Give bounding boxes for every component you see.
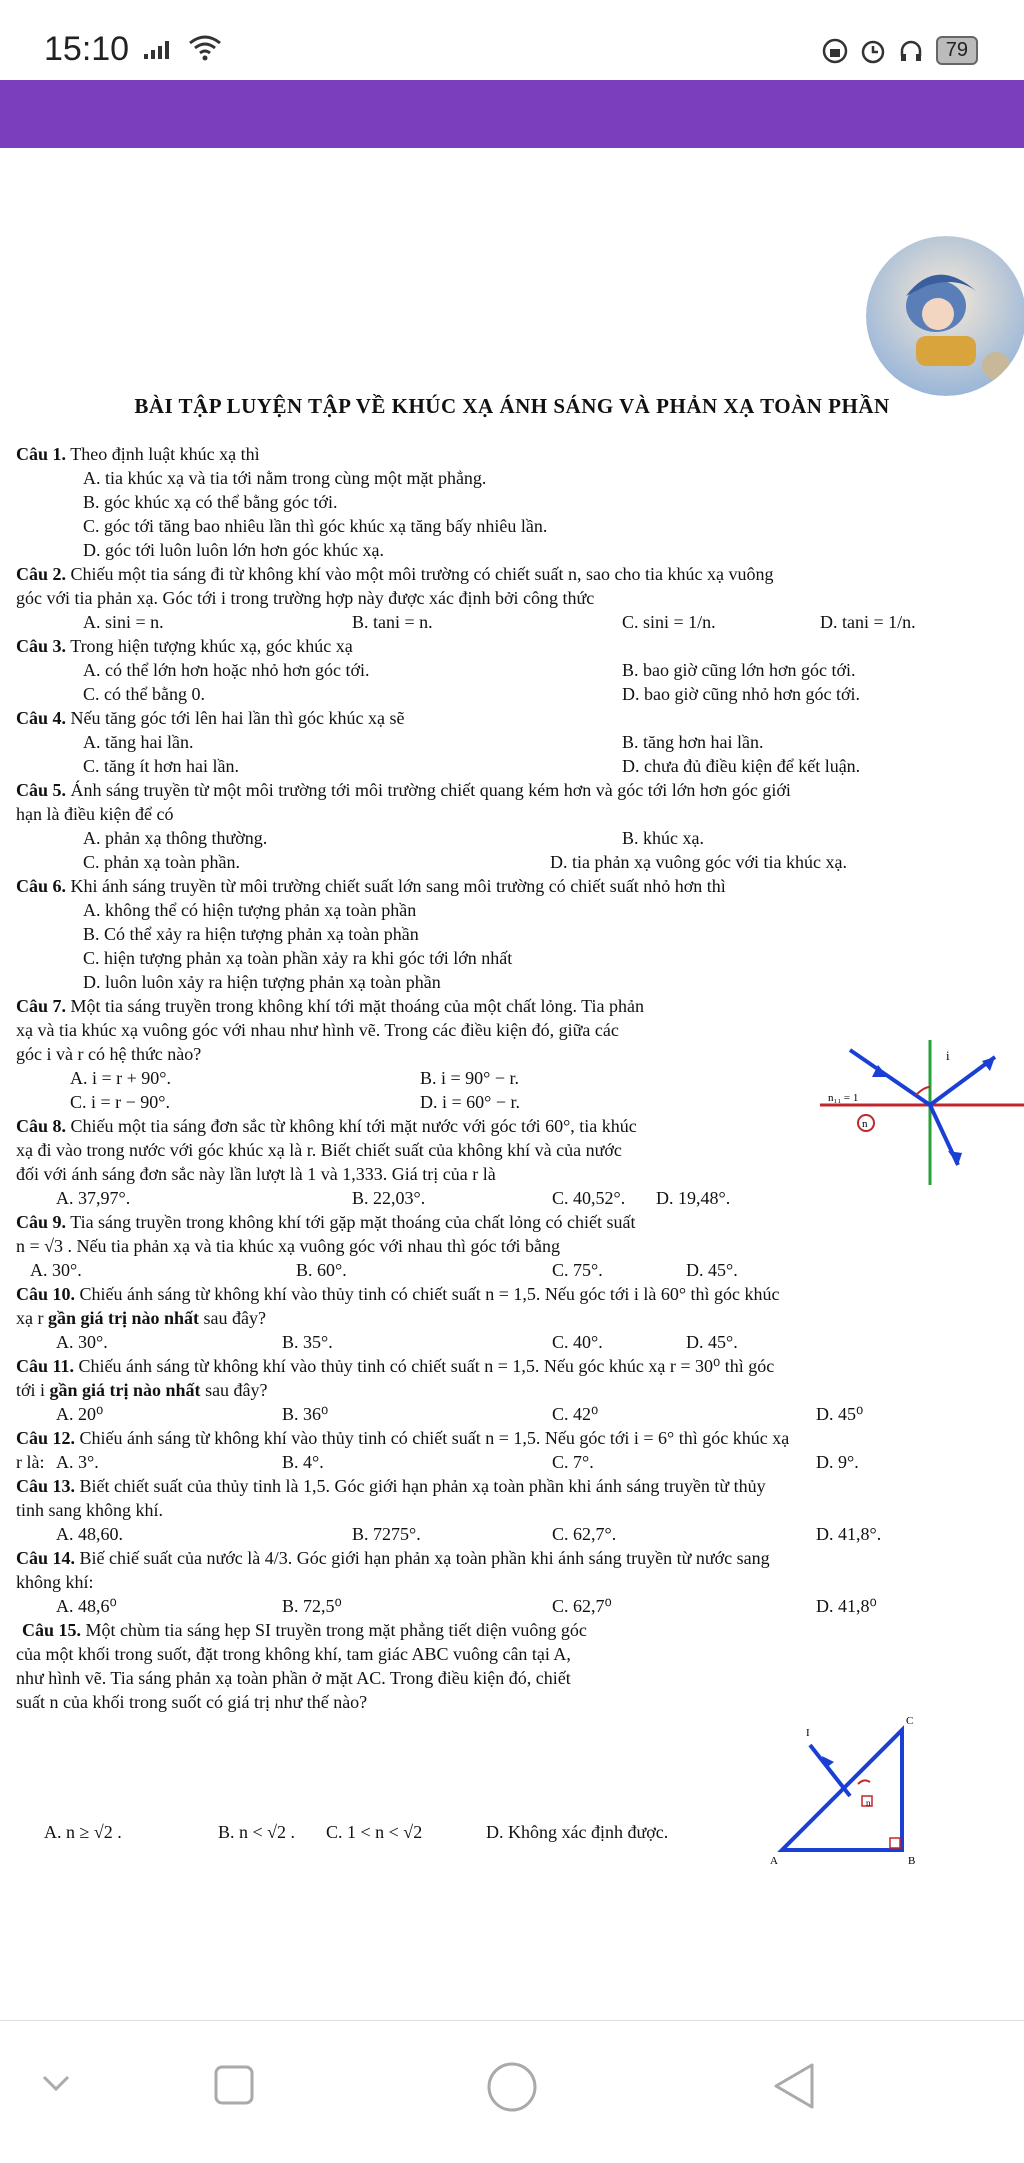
question-4: Câu 4. Nếu tăng góc tới lên hai lần thì góc khúc xạ sẽ <box>16 708 405 728</box>
option-10c: C. 40°. <box>552 1332 603 1352</box>
option-1c: C. góc tới tăng bao nhiêu lần thì góc khúc xạ tăng bấy nhiêu lần. <box>83 516 548 536</box>
fig-label-a: A <box>770 1855 778 1867</box>
option-6b: B. Có thể xảy ra hiện tượng phản xạ toàn phần <box>83 924 419 944</box>
question-15-cont: của một khối trong suốt, đặt trong không khí, tam giác ABC vuông cân tại A, <box>16 1644 571 1664</box>
option-5d: D. tia phản xạ vuông góc với tia khúc xạ. <box>550 852 847 872</box>
back-icon[interactable] <box>770 2061 816 2111</box>
option-11a: A. 20⁰ <box>56 1404 104 1424</box>
wifi-icon <box>188 34 222 62</box>
option-1d: D. góc tới luôn luôn lớn hơn góc khúc xạ. <box>83 540 385 560</box>
fig-label-b: B <box>908 1855 916 1867</box>
question-12-cont: r là: <box>16 1452 45 1472</box>
option-7a: A. i = r + 90°. <box>70 1068 171 1088</box>
refraction-figure <box>820 1035 1024 1195</box>
option-14a: A. 48,6⁰ <box>56 1596 117 1616</box>
option-9b: B. 60°. <box>296 1260 347 1280</box>
option-12a: A. 3°. <box>56 1452 99 1472</box>
question-1: Câu 1. Theo định luật khúc xạ thì <box>16 444 260 464</box>
chevron-down-icon[interactable] <box>40 2071 72 2095</box>
option-10a: A. 30°. <box>56 1332 108 1352</box>
question-6: Câu 6. Khi ánh sáng truyền từ môi trường chiết suất lớn sang môi trường có chiết suất nhỏ hơn thì <box>16 876 726 896</box>
fig-label-c: C <box>906 1715 914 1727</box>
option-15a: A. n ≥ √2 . <box>44 1822 122 1842</box>
option-15c: C. 1 < n < √2 <box>326 1822 423 1842</box>
option-4c: C. tăng ít hơn hai lần. <box>83 756 239 776</box>
option-6d: D. luôn luôn xảy ra hiện tượng phản xạ toàn phần <box>83 972 441 992</box>
question-14: Câu 14. Biế chiế suất của nước là 4/3. Góc giới hạn phản xạ toàn phần khi ánh sáng truyền từ nước sang <box>16 1548 770 1568</box>
app-bar <box>0 80 1024 148</box>
triangle-figure <box>770 1700 940 1870</box>
question-15: Câu 15. Một chùm tia sáng hẹp SI truyền trong mặt phẳng tiết diện vuông góc <box>22 1620 587 1640</box>
fig-label-n: n <box>866 1798 871 1808</box>
status-time: 15:10 <box>44 30 130 68</box>
lock-icon <box>822 38 848 64</box>
fig-label-nkk: n₁₁ = 1 <box>828 1092 859 1104</box>
option-6a: A. không thể có hiện tượng phản xạ toàn phần <box>83 900 417 920</box>
question-11: Câu 11. Chiếu ánh sáng từ không khí vào thủy tinh có chiết suất n = 1,5. Nếu góc khúc xạ r = 30⁰ thì góc <box>16 1356 775 1376</box>
option-15b: B. n < √2 . <box>218 1822 296 1842</box>
question-13-cont: tinh sang không khí. <box>16 1500 163 1520</box>
question-11-cont: tới i gần giá trị nào nhất sau đây? <box>16 1380 268 1400</box>
option-14b: B. 72,5⁰ <box>282 1596 342 1616</box>
headphones-icon <box>898 38 924 64</box>
status-bar <box>0 0 1024 80</box>
question-2-cont: góc với tia phản xạ. Góc tới i trong trường hợp này được xác định bởi công thức <box>16 588 595 608</box>
question-8: Câu 8. Chiếu một tia sáng đơn sắc từ không khí tới mặt nước với góc tới 60°, tia khúc <box>16 1116 637 1136</box>
option-2c: C. sini = 1/n. <box>622 612 716 632</box>
option-1a: A. tia khúc xạ và tia tới nằm trong cùng một mặt phẳng. <box>83 468 487 488</box>
option-7b: B. i = 90° − r. <box>420 1068 520 1088</box>
option-9a: A. 30°. <box>30 1260 82 1280</box>
question-9-cont: n = √3 . Nếu tia phản xạ và tia khúc xạ vuông góc với nhau thì góc tới bằng <box>16 1236 560 1256</box>
option-10d: D. 45°. <box>686 1332 738 1352</box>
fig-label-n: n <box>862 1118 868 1130</box>
option-9c: C. 75°. <box>552 1260 603 1280</box>
option-3c: C. có thể bằng 0. <box>83 684 205 704</box>
question-15-cont2: như hình vẽ. Tia sáng phản xạ toàn phần ở mặt AC. Trong điều kiện đó, chiết <box>16 1668 571 1688</box>
question-10: Câu 10. Chiếu ánh sáng từ không khí vào thủy tinh có chiết suất n = 1,5. Nếu góc tới i là 60° thì góc khúc <box>16 1284 780 1304</box>
question-14-cont: không khí: <box>16 1572 94 1592</box>
question-3: Câu 3. Trong hiện tượng khúc xạ, góc khúc xạ <box>16 636 353 656</box>
option-11b: B. 36⁰ <box>282 1404 329 1424</box>
option-2d: D. tani = 1/n. <box>820 612 916 632</box>
navigation-bar <box>0 2020 1024 2163</box>
question-8-cont: xạ đi vào trong nước với góc khúc xạ là r. Biết chiết suất của không khí và của nước <box>16 1140 622 1160</box>
option-10b: B. 35°. <box>282 1332 333 1352</box>
option-13d: D. 41,8°. <box>816 1524 882 1544</box>
option-5a: A. phản xạ thông thường. <box>83 828 268 848</box>
option-7c: C. i = r − 90°. <box>70 1092 171 1112</box>
option-8d: D. 19,48°. <box>656 1188 731 1208</box>
option-7d: D. i = 60° − r. <box>420 1092 521 1112</box>
home-icon[interactable] <box>486 2061 538 2113</box>
fig-label-i: I <box>806 1727 810 1739</box>
question-5: Câu 5. Ánh sáng truyền từ một môi trường tới môi trường chiết quang kém hơn và góc tới lớn hơn góc giới <box>16 780 791 800</box>
option-3b: B. bao giờ cũng lớn hơn góc tới. <box>622 660 856 680</box>
option-15d: D. Không xác định được. <box>486 1822 669 1842</box>
alarm-icon <box>860 38 886 64</box>
option-2b: B. tani = n. <box>352 612 433 632</box>
option-13b: B. 7275°. <box>352 1524 421 1544</box>
question-13: Câu 13. Biết chiết suất của thủy tinh là 1,5. Góc giới hạn phản xạ toàn phần khi ánh sáng truyền từ thủy <box>16 1476 766 1496</box>
battery-indicator: 79 <box>936 36 978 65</box>
signal-icon <box>142 38 178 60</box>
option-12c: C. 7°. <box>552 1452 594 1472</box>
option-4b: B. tăng hơn hai lần. <box>622 732 764 752</box>
question-7-cont: xạ và tia khúc xạ vuông góc với nhau như hình vẽ. Trong các điều kiện đó, giữa các <box>16 1020 619 1040</box>
option-11c: C. 42⁰ <box>552 1404 599 1424</box>
option-14c: C. 62,7⁰ <box>552 1596 612 1616</box>
question-15-cont3: suất n của khối trong suốt có giá trị như thế nào? <box>16 1692 368 1712</box>
option-13a: A. 48,60. <box>56 1524 123 1544</box>
option-1b: B. góc khúc xạ có thể bằng góc tới. <box>83 492 338 512</box>
fig-label-i: i <box>946 1048 950 1063</box>
question-2: Câu 2. Chiếu một tia sáng đi từ không khí vào một môi trường có chiết suất n, sao cho tia khúc xạ vuông <box>16 564 774 584</box>
question-5-cont: hạn là điều kiện để có <box>16 804 174 824</box>
option-9d: D. 45°. <box>686 1260 738 1280</box>
question-10-cont: xạ r gần giá trị nào nhất sau đây? <box>16 1308 266 1328</box>
option-3d: D. bao giờ cũng nhỏ hơn góc tới. <box>622 684 861 704</box>
question-9: Câu 9. Tia sáng truyền trong không khí tới gặp mặt thoáng của chất lỏng có chiết suất <box>16 1212 636 1232</box>
option-14d: D. 41,8⁰ <box>816 1596 877 1616</box>
question-8-cont2: đối với ánh sáng đơn sắc này lần lượt là 1 và 1,333. Giá trị của r là <box>16 1164 496 1184</box>
option-8c: C. 40,52°. <box>552 1188 626 1208</box>
option-12b: B. 4°. <box>282 1452 324 1472</box>
option-5c: C. phản xạ toàn phần. <box>83 852 240 872</box>
question-7: Câu 7. Một tia sáng truyền trong không khí tới mặt thoáng của một chất lỏng. Tia phản <box>16 996 644 1016</box>
recent-apps-icon[interactable] <box>212 2063 256 2107</box>
option-4a: A. tăng hai lần. <box>83 732 194 752</box>
option-8b: B. 22,03°. <box>352 1188 426 1208</box>
option-11d: D. 45⁰ <box>816 1404 864 1424</box>
question-12: Câu 12. Chiếu ánh sáng từ không khí vào thủy tinh có chiết suất n = 1,5. Nếu góc tới i = 6° thì góc khúc xạ <box>16 1428 790 1448</box>
option-4d: D. chưa đủ điều kiện để kết luận. <box>622 756 861 776</box>
option-3a: A. có thể lớn hơn hoặc nhỏ hơn góc tới. <box>83 660 370 680</box>
option-8a: A. 37,97°. <box>56 1188 131 1208</box>
page-title: BÀI TẬP LUYỆN TẬP VỀ KHÚC XẠ ÁNH SÁNG VÀ PHẢN XẠ TOÀN PHẦN <box>134 394 890 418</box>
option-2a: A. sini = n. <box>83 612 164 632</box>
option-5b: B. khúc xạ. <box>622 828 704 848</box>
question-7-cont2: góc i và r có hệ thức nào? <box>16 1044 202 1064</box>
option-12d: D. 9°. <box>816 1452 859 1472</box>
option-13c: C. 62,7°. <box>552 1524 617 1544</box>
avatar[interactable] <box>866 236 1024 396</box>
option-6c: C. hiện tượng phản xạ toàn phần xảy ra khi góc tới lớn nhất <box>83 948 513 968</box>
